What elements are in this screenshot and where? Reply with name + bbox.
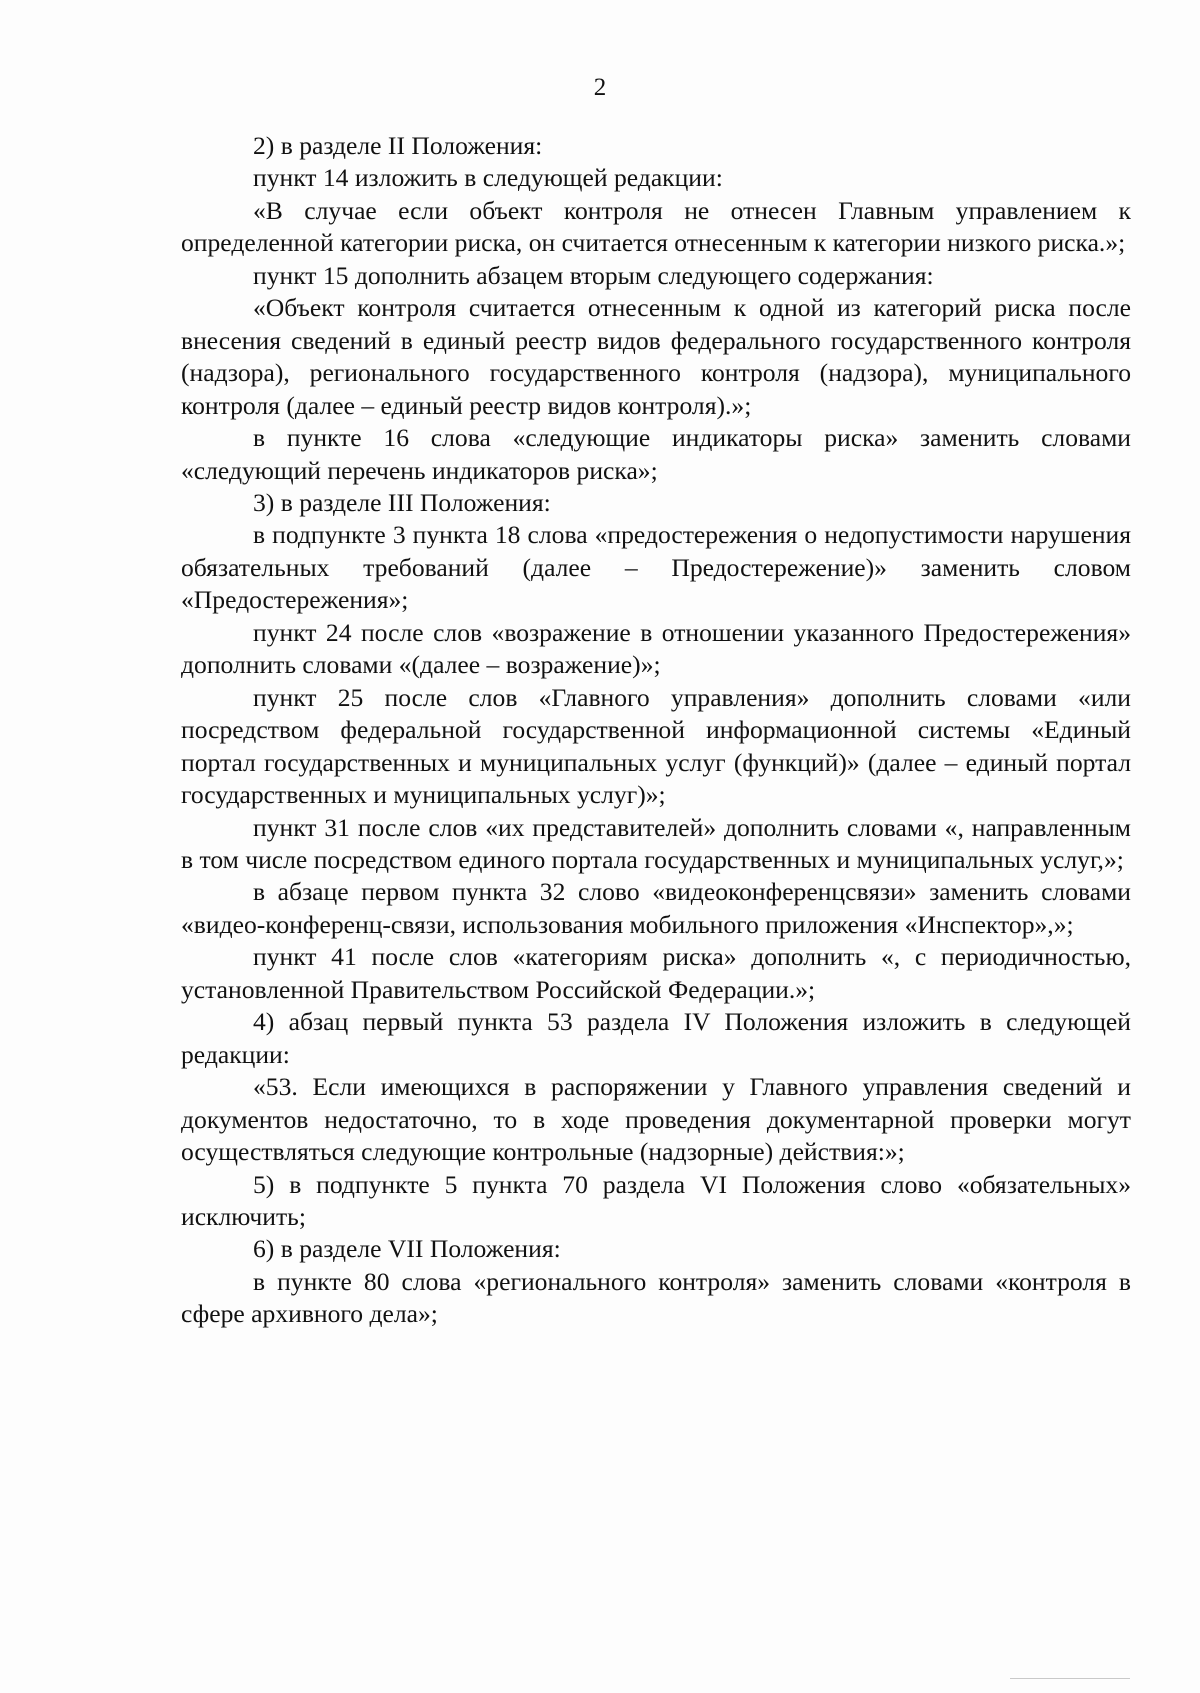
paragraph-item-41: пункт 41 после слов «категориям риска» дополнить «, с периодичностью, установленной Правительством Российской Федерации.»; (181, 942, 1131, 1004)
paragraph-item-15: пункт 15 дополнить абзацем вторым следующего содержания: (253, 260, 934, 290)
paragraph-item-24: пункт 24 после слов «возражение в отношении указанного Предостережения» дополнить словами «(далее – возражение)»; (181, 617, 1131, 680)
paragraph-item-16: в пункте 16 слова «следующие индикаторы риска» заменить словами «следующий перечень индикаторов риска»; (181, 423, 1131, 485)
paragraph-item-32: в абзаце первом пункта 32 слово «видеоконференцсвязи» заменить словами «видео-конференц-связи, использования мобильного приложения «Инспектор»,»; (181, 877, 1131, 939)
paragraph-item-15-text: «Объект контроля считается отнесенным к одной из категорий риска после внесения сведений в единый реестр видов федерального государственного контроля (надзора), регионального государственного контроля (надзора), муниципального контроля (далее – единый реестр видов контроля).»; (181, 293, 1131, 420)
document-body (181, 130, 1131, 1331)
paragraph-section-3: 3) в разделе III Положения: (253, 487, 551, 517)
paragraph-section-2: 2) в разделе II Положения: (253, 131, 543, 160)
paragraph-item-80: в пункте 80 слова «регионального контроля» заменить словами «контроля в сфере архивного дела»; (181, 1266, 1131, 1329)
paragraph-item-25: пункт 25 после слов «Главного управления» дополнить словами «или посредством федеральной государственной информационной системы «Единый портал государственных и муниципальных услуг (функций)» (далее – единый портал государственных и муниципальных услуг)»; (181, 682, 1131, 810)
paragraph-section-6: 6) в разделе VII Положения: (253, 1234, 561, 1264)
paragraph-section-5: 5) в подпункте 5 пункта 70 раздела VI Положения слово «обязательных» исключить; (181, 1169, 1131, 1231)
paragraph-item-53-text: «53. Если имеющихся в распоряжении у Главного управления сведений и документов недостаточно, то в ходе проведения документарной проверки могут осуществляться следующие контрольные (надзорные) действия:»; (181, 1072, 1131, 1167)
paragraph-item-14: пункт 14 изложить в следующей редакции: (253, 163, 723, 193)
paragraph-item-31: пункт 31 после слов «их представителей» дополнить словами «, направленным в том числе посредством единого портала государственных и муниципальных услуг,»; (181, 812, 1131, 874)
paragraph-item-18: в подпункте 3 пункта 18 слова «предостережения о недопустимости нарушения обязательных требований (далее – Предостережение)» заменить словом «Предостережения»; (181, 520, 1131, 615)
page-number: 2 (593, 74, 607, 101)
paragraph-item-14-text: «В случае если объект контроля не отнесен Главным управлением к определенной категории риска, он считается отнесенным к категории низкого риска.»; (181, 195, 1131, 258)
paragraph-section-4: 4) абзац первый пункта 53 раздела IV Положения изложить в следующей редакции: (181, 1007, 1131, 1069)
scan-artifact-mark (1010, 1678, 1130, 1679)
